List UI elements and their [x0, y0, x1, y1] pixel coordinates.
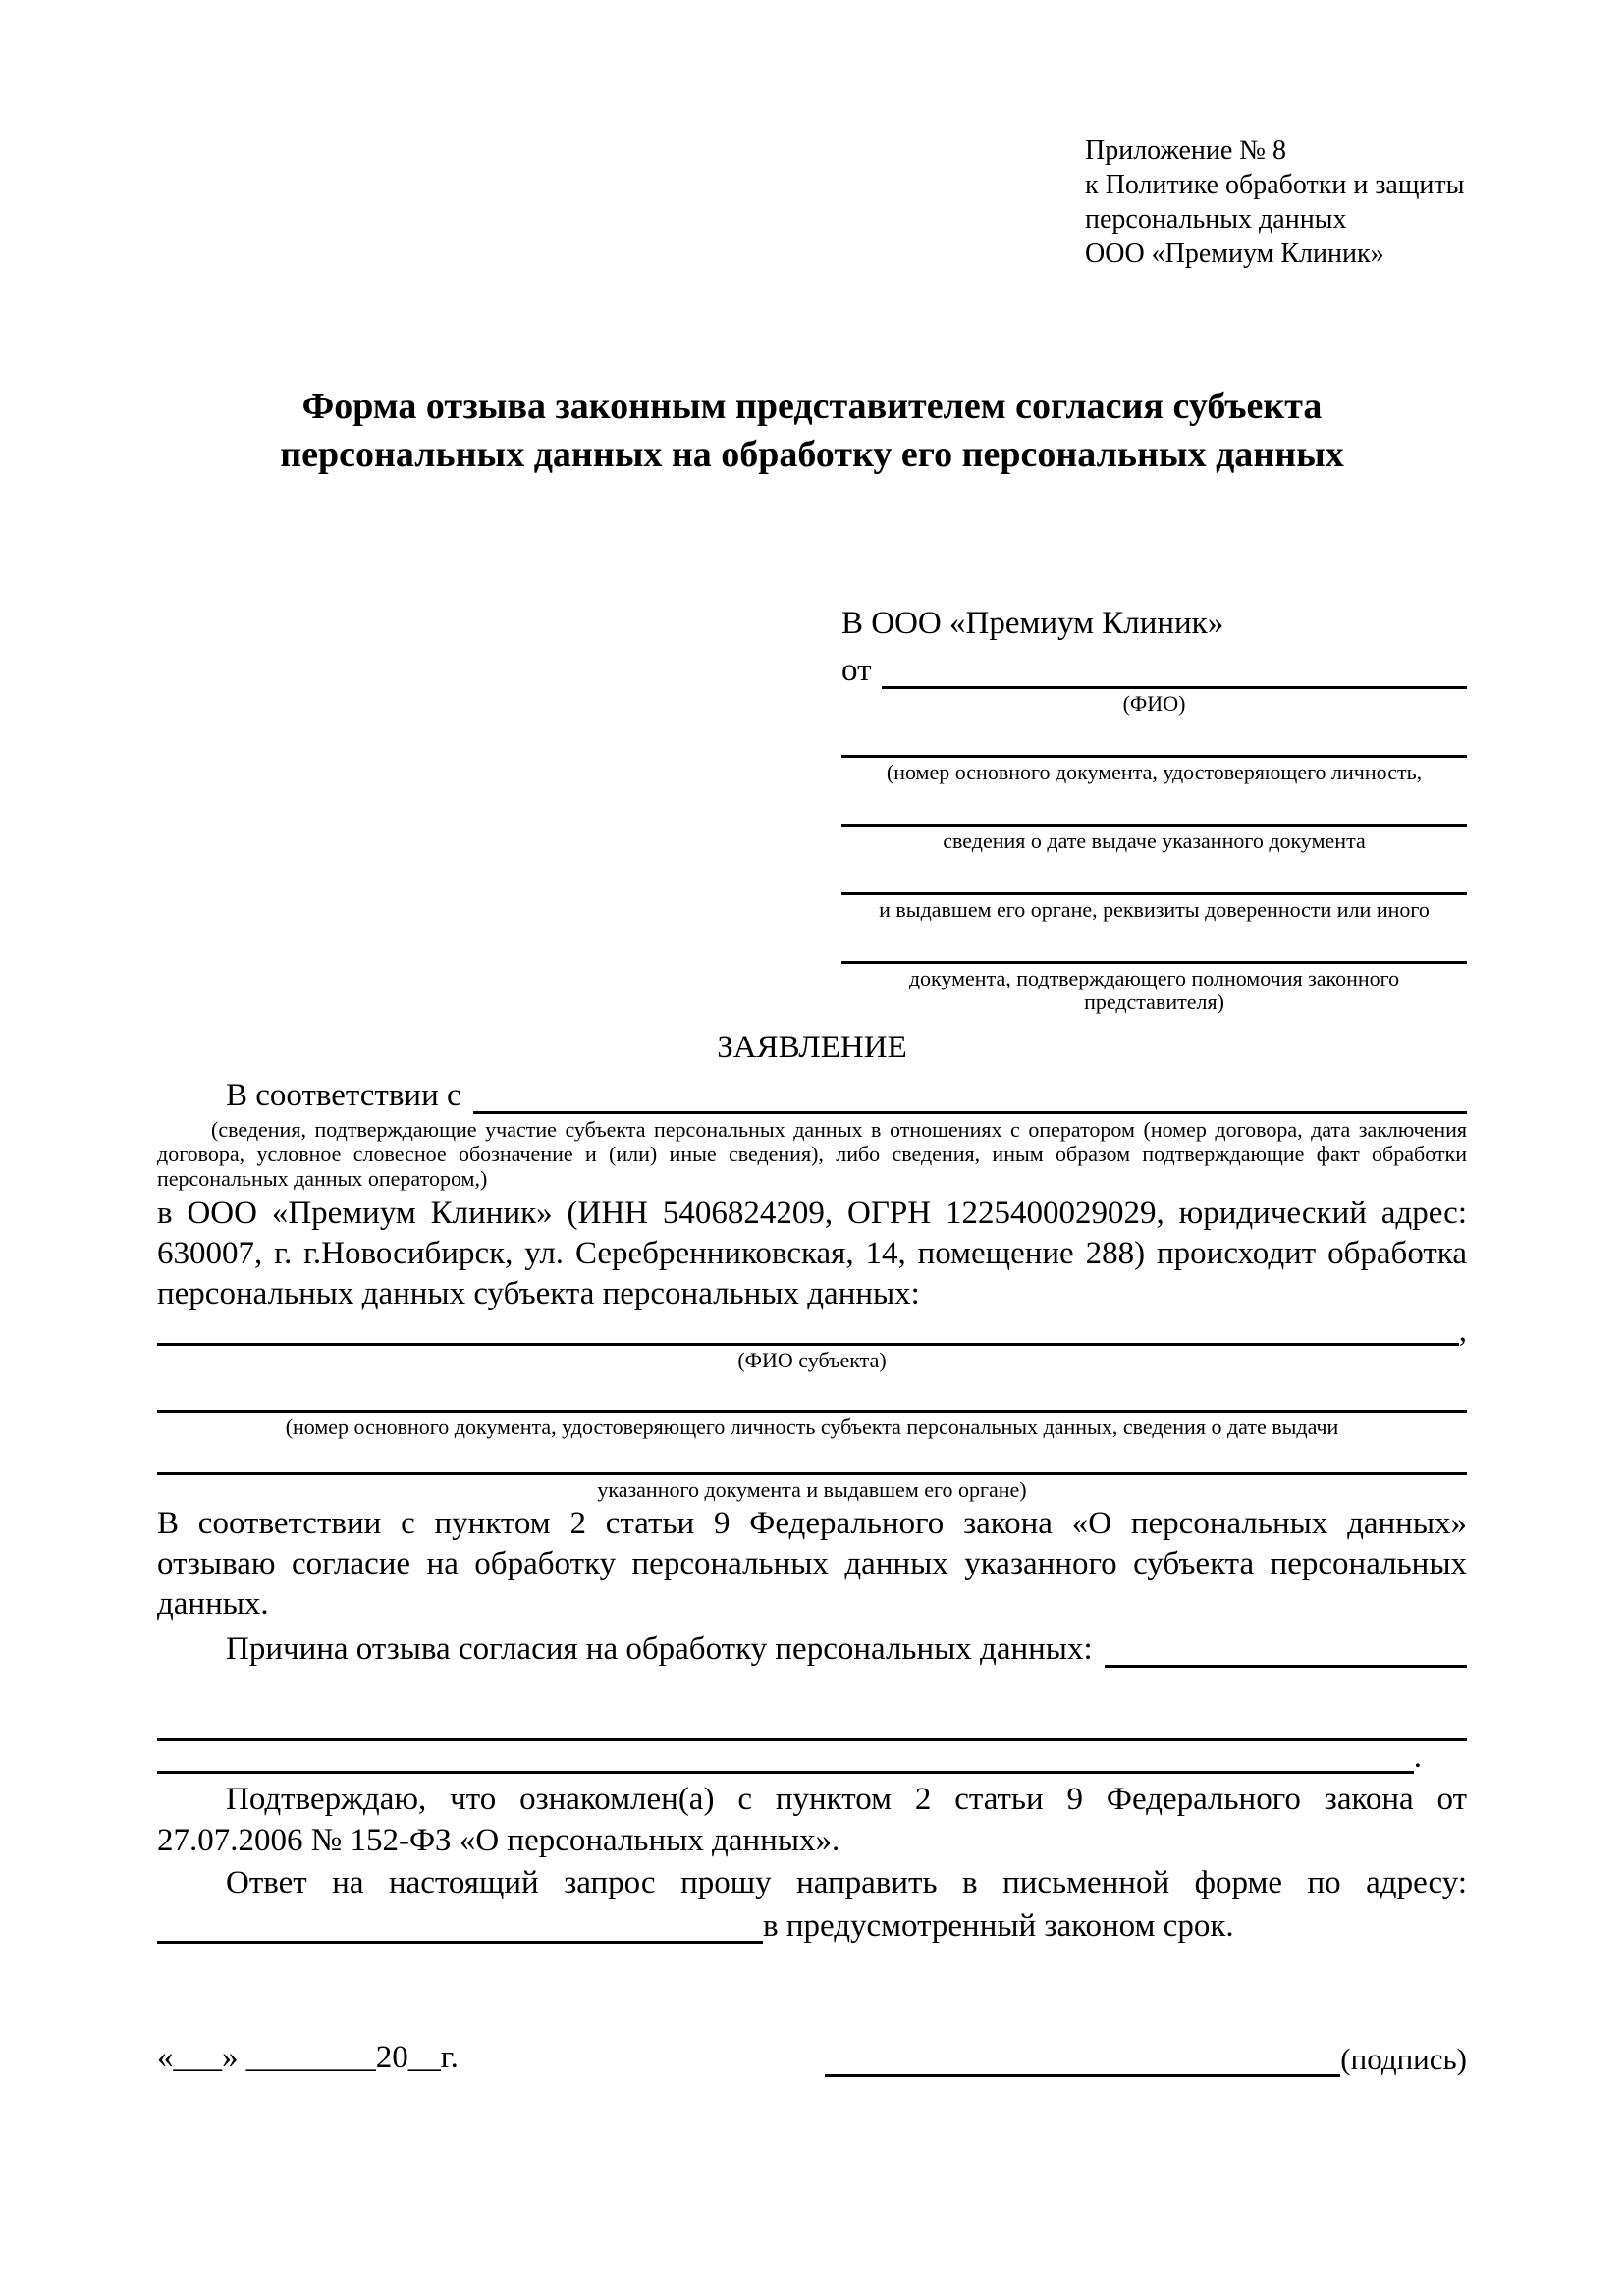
intro-fill-line: [473, 1101, 1467, 1114]
subject-fio-suffix: ,: [1458, 1313, 1467, 1349]
subject-fio-caption: (ФИО субъекта): [737, 1348, 887, 1372]
appendix-note-line: персональных данных: [1085, 204, 1347, 235]
reply-paragraph: Ответ на настоящий запрос прошу направить в письменной форме по адресу:: [226, 1865, 1467, 1900]
withdraw-paragraph: В соответствии с пунктом 2 статьи 9 Федерального закона «О персональных данных» отзываю согласие на обработку персональных данных указанного субъекта персональных данных.: [157, 1506, 1467, 1622]
fio-caption: (ФИО): [1122, 691, 1186, 716]
intro-caption: (сведения, подтверждающие участие субъекта персональных данных в отношениях с оператором (номер договора, дата заключения договора, условное словесное обозначение и (или) иные сведения), либо сведения, иным образом подтверждающие факт обработки персональных данных оператором,): [157, 1117, 1467, 1191]
addressee-org: В ООО «Премиум Клиник»: [841, 606, 1224, 641]
issue-date-fill-line: [841, 785, 1467, 827]
subject-doc-caption-1: (номер основного документа, удостоверяющего личность субъекта персональных данных, сведения о дате выдачи: [285, 1415, 1339, 1439]
appendix-note: [1085, 133, 1467, 271]
reply-address-fill-line: [157, 1909, 763, 1944]
signature-fill-line: [825, 2045, 1340, 2077]
issuer-caption: и выдавшем его органе, реквизиты доверенности или иного: [879, 897, 1430, 922]
subject-doc-caption-2: указанного документа и выдавшем его органе): [597, 1477, 1027, 1502]
appendix-note-line: к Политике обработки и защиты: [1085, 170, 1465, 200]
footer: [157, 2038, 1467, 2077]
subject-fio-row: [157, 1313, 1467, 1349]
signature-group: [825, 2042, 1467, 2077]
reply-suffix: в предусмотренный законом срок.: [763, 1908, 1234, 1944]
reply-address-row: [157, 1904, 1467, 1944]
reason-fill-line-2: [157, 1740, 1414, 1774]
confirm-paragraph: Подтверждаю, что ознакомлен(а) с пунктом 2 статьи 9 Федерального закона от 27.07.2006 № 152-ФЗ «О персональных данных».: [157, 1782, 1467, 1858]
signature-caption: (подпись): [1340, 2042, 1467, 2076]
reason-blank-line-1: [157, 1697, 1467, 1741]
appendix-note-line: Приложение № 8: [1085, 135, 1286, 166]
appendix-note-line: ООО «Премиум Клиник»: [1085, 239, 1384, 269]
reason-terminator: .: [1413, 1739, 1422, 1775]
reason-blank-line-2: [157, 1741, 1467, 1774]
from-row: [841, 646, 1467, 689]
id-doc-fill-line: [841, 717, 1467, 758]
operator-paragraph: в ООО «Премиум Клиник» (ИНН 5406824209, ОГРН 1225400029029, юридический адрес: 630007, г. г.Новосибирск, ул. Серебренниковская, 14, помещение 288) происходит обработка персональных данных субъекта персональных данных:: [157, 1196, 1467, 1311]
issuer-fill-line: [841, 854, 1467, 895]
from-label: от: [841, 653, 872, 688]
document-title: Форма отзыва законным представителем согласия субъекта персональных данных на обработку его персональных данных: [280, 386, 1344, 475]
date-line: «___» ________20__г.: [157, 2040, 459, 2075]
authority-doc-fill-line: [841, 923, 1467, 964]
subject-fio-fill-line: [157, 1315, 1459, 1346]
issue-date-caption: сведения о дате выдаче указанного документа: [943, 828, 1366, 853]
from-fill-line: [882, 653, 1468, 689]
addressee-block: [841, 601, 1467, 1014]
reason-label: Причина отзыва согласия на обработку персональных данных:: [226, 1631, 1093, 1667]
id-doc-caption: (номер основного документа, удостоверяющего личность,: [886, 760, 1423, 784]
reason-fill-line: [1105, 1655, 1467, 1668]
authority-doc-caption: документа, подтверждающего полномочия законного представителя): [908, 966, 1400, 1014]
subject-doc-fill-line-2: [157, 1441, 1467, 1475]
intro-row: [157, 1071, 1467, 1114]
reason-row: [157, 1625, 1467, 1668]
intro-label: В соответствии с: [226, 1078, 461, 1113]
statement-heading: ЗАЯВЛЕНИЕ: [717, 1030, 907, 1065]
subject-doc-fill-line: [157, 1374, 1467, 1413]
